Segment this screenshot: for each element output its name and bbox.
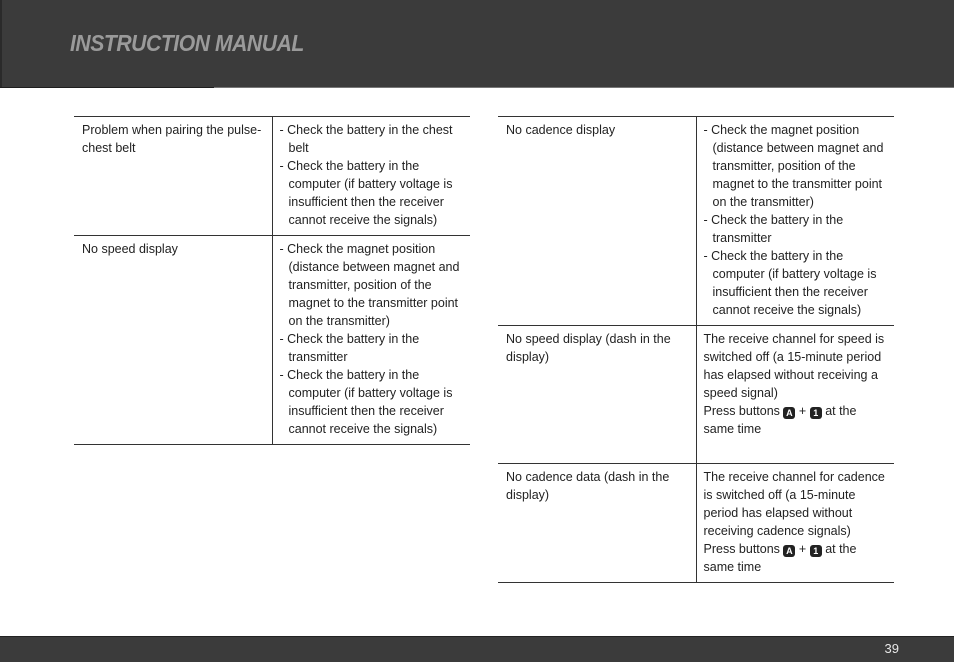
- press-suffix: at the same time: [703, 542, 857, 574]
- solution-text: The receive channel for speed is switched off (a 15-minute period has elapsed without receiving a speed signal): [703, 332, 885, 400]
- problem-cell: No speed display (dash in the display): [498, 326, 696, 464]
- button-a-icon: A: [783, 407, 795, 419]
- page-header: [0, 0, 954, 88]
- solution-cell: [272, 117, 470, 236]
- problem-cell: No cadence data (dash in the display): [498, 464, 696, 583]
- press-instruction: [704, 540, 889, 576]
- page-number: 39: [884, 641, 899, 656]
- problem-cell: No speed display: [74, 236, 272, 445]
- header-left-rule: [0, 0, 2, 87]
- header-divider: [214, 87, 954, 88]
- solution-step: - Check the battery in the chest belt: [279, 123, 453, 155]
- button-1-icon: 1: [810, 407, 822, 419]
- solution-step: - Check the magnet position (distance between magnet and transmitter, position of the magnet to the transmitter point on the transmitter): [279, 242, 460, 328]
- table-row: [498, 326, 894, 464]
- solution-text: The receive channel for cadence is switched off (a 15-minute period has elapsed without receiving cadence signals): [703, 470, 885, 538]
- problem-cell: Problem when pairing the pulse-chest belt: [74, 117, 272, 236]
- page-footer: [0, 636, 954, 662]
- solution-cell: [696, 326, 894, 464]
- solution-step: - Check the battery in the transmitter: [703, 213, 844, 245]
- solution-step: - Check the magnet position (distance between magnet and transmitter, position of the magnet to the transmitter point on the transmitter): [703, 123, 884, 209]
- solution-cell: [696, 464, 894, 583]
- troubleshooting-table-right: [498, 116, 894, 583]
- plus-sign: +: [798, 404, 807, 418]
- solution-cell: [272, 236, 470, 445]
- button-a-icon: A: [783, 545, 795, 557]
- press-prefix: Press buttons: [703, 404, 780, 418]
- press-instruction: [704, 402, 889, 438]
- press-prefix: Press buttons: [703, 542, 780, 556]
- solution-step: - Check the battery in the computer (if battery voltage is insufficient then the receiver cannot receive the signals): [279, 368, 453, 436]
- button-1-icon: 1: [810, 545, 822, 557]
- table-row: [498, 464, 894, 583]
- manual-title: INSTRUCTION MANUAL: [70, 30, 304, 56]
- solution-step: - Check the battery in the computer (if battery voltage is insufficient then the receiver cannot receive the signals): [703, 249, 877, 317]
- solution-cell: [696, 117, 894, 326]
- problem-cell: No cadence display: [498, 117, 696, 326]
- solution-step: - Check the battery in the transmitter: [279, 332, 420, 364]
- solution-step: - Check the battery in the computer (if battery voltage is insufficient then the receiver cannot receive the signals): [279, 159, 453, 227]
- table-row: [74, 117, 470, 236]
- table-row: [74, 236, 470, 445]
- plus-sign: +: [798, 542, 807, 556]
- troubleshooting-table-left: [74, 116, 470, 445]
- table-row: [498, 117, 894, 326]
- press-suffix: at the same time: [703, 404, 857, 436]
